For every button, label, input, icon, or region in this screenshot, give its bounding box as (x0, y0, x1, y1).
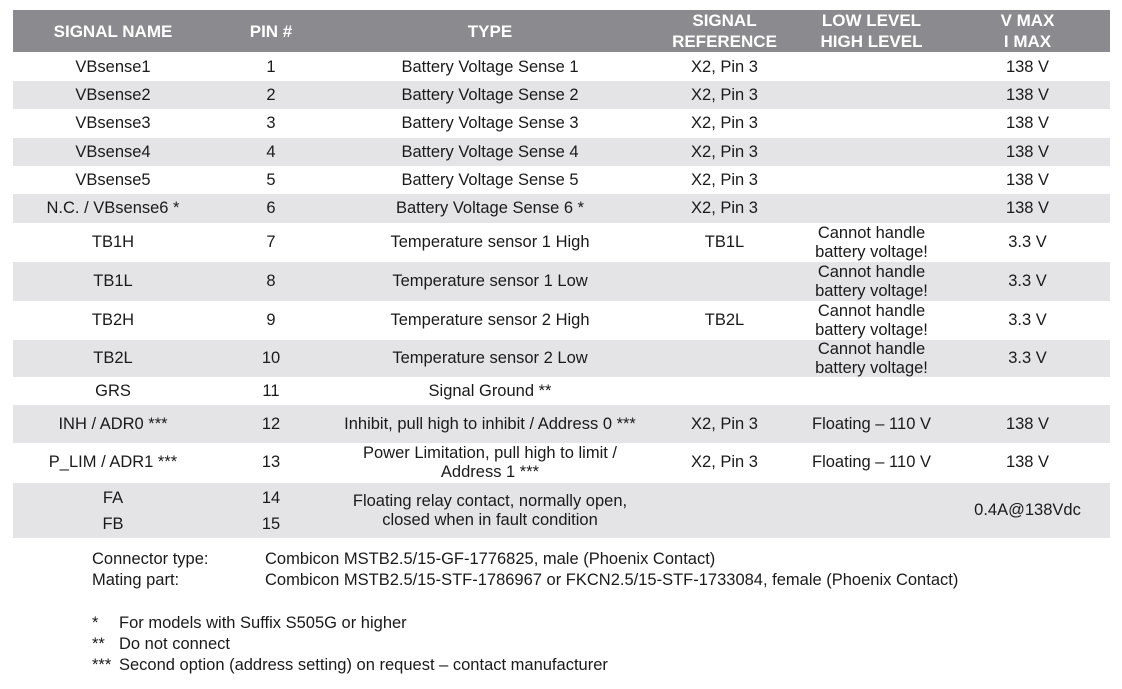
cell-vmax: 138 V (1005, 414, 1050, 433)
table-row (13, 81, 1110, 109)
cell-pin: 4 (266, 142, 276, 161)
cell-pin: 8 (266, 272, 276, 290)
table-row (13, 166, 1110, 194)
cell-pin: 3 (266, 114, 276, 132)
table-row (13, 443, 1110, 482)
table-row (13, 138, 1110, 166)
footnote-1-mark: * (92, 614, 99, 632)
cell-pin: 9 (266, 311, 276, 329)
cell-name: GRS (95, 381, 131, 400)
cell-vmax: 3.3 V (1008, 233, 1047, 251)
cell-type: Battery Voltage Sense 1 (401, 57, 579, 76)
footnote-2-mark: ** (92, 635, 105, 653)
table-row-relay (13, 483, 1110, 538)
cell-name: VBsense4 (75, 142, 151, 161)
cell-ref: X2, Pin 3 (691, 142, 758, 161)
cell-name: FB (102, 515, 124, 533)
cell-ref: TB1L (704, 233, 745, 251)
cell-level: Floating – 110 V (812, 414, 931, 433)
cell-pin: 14 (261, 488, 281, 507)
cell-name: N.C. / VBsense6 * (46, 199, 180, 217)
cell-name: TB1L (93, 272, 133, 290)
table-row (13, 223, 1110, 262)
table-row (13, 262, 1110, 301)
cell-name: TB1H (91, 233, 135, 251)
table-row (13, 53, 1110, 81)
cell-name: P_LIM / ADR1 *** (48, 453, 178, 471)
cell-pin: 6 (266, 199, 276, 217)
cell-name: VBsense2 (75, 85, 151, 104)
cell-pin: 12 (261, 414, 281, 433)
cell-type: Temperature sensor 2 High (390, 311, 590, 329)
footnote-3-mark: *** (92, 656, 112, 674)
cell-level (798, 377, 945, 405)
cell-ref: X2, Pin 3 (691, 414, 758, 433)
connector-type-label: Connector type: (92, 550, 209, 568)
cell-name: INH / ADR0 *** (58, 414, 168, 433)
cell-ref: X2, Pin 3 (691, 170, 758, 189)
mating-part-value: Combicon MSTB2.5/15-STF-1786967 or FKCN2.5/15-STF-1733084, female (Phoenix Contact) (265, 571, 959, 589)
table-row (13, 405, 1110, 443)
cell-type: Floating relay contact, normally open, closed when in fault condition (352, 491, 628, 529)
cell-name: TB2L (93, 349, 133, 367)
cell-level (798, 166, 945, 194)
cell-type: Battery Voltage Sense 3 (401, 114, 579, 132)
cell-type: Battery Voltage Sense 2 (401, 85, 579, 104)
cell-level: Cannot handle battery voltage! (815, 223, 928, 261)
cell-vmax: 3.3 V (1008, 349, 1047, 367)
cell-ref: X2, Pin 3 (691, 57, 758, 76)
cell-name: VBsense1 (75, 57, 151, 76)
cell-level: Cannot handle battery voltage! (815, 339, 928, 377)
header-type: TYPE (467, 21, 513, 41)
cell-imax: 0.4A@138Vdc (974, 501, 1081, 519)
cell-level: Cannot handle battery voltage! (815, 301, 928, 339)
table-row (13, 194, 1110, 223)
cell-ref (651, 377, 798, 405)
header-level: LOW LEVEL HIGH LEVEL (820, 11, 923, 51)
cell-type: Temperature sensor 1 Low (392, 272, 588, 290)
connector-type-value: Combicon MSTB2.5/15-GF-1776825, male (Phoenix Contact) (265, 550, 716, 568)
footnote-3-text: Second option (address setting) on request – contact manufacturer (119, 656, 608, 674)
header-ref: SIGNAL REFERENCE (672, 11, 777, 51)
cell-level (798, 138, 945, 166)
cell-vmax (945, 377, 1110, 405)
cell-pin: 1 (266, 57, 276, 76)
cell-level (798, 194, 945, 223)
cell-vmax: 3.3 V (1008, 272, 1047, 290)
cell-type: Temperature sensor 2 Low (392, 349, 588, 367)
table-row (13, 377, 1110, 405)
cell-pin: 13 (261, 453, 281, 471)
cell-level: Floating – 110 V (812, 453, 931, 471)
header-name: SIGNAL NAME (53, 21, 173, 41)
cell-level (798, 53, 945, 81)
header-vmax: V MAX I MAX (1000, 11, 1055, 51)
cell-vmax: 138 V (1005, 85, 1050, 104)
footnote-1-text: For models with Suffix S505G or higher (119, 614, 407, 632)
cell-vmax: 3.3 V (1008, 311, 1047, 329)
table-header (13, 10, 1110, 52)
cell-pin: 2 (266, 85, 276, 104)
cell-pin: 11 (262, 381, 280, 400)
cell-type: Signal Ground ** (428, 381, 552, 400)
cell-pin: 5 (266, 170, 276, 189)
table-row (13, 301, 1110, 340)
cell-type: Inhibit, pull high to inhibit / Address 0 *** (344, 414, 636, 433)
cell-vmax: 138 V (1005, 453, 1050, 471)
cell-level: Cannot handle battery voltage! (815, 262, 928, 300)
cell-ref: X2, Pin 3 (691, 453, 758, 471)
cell-vmax: 138 V (1005, 57, 1050, 76)
cell-type: Battery Voltage Sense 5 (401, 170, 579, 189)
cell-ref (651, 340, 798, 377)
cell-type: Battery Voltage Sense 6 * (395, 199, 585, 217)
cell-vmax: 138 V (1005, 170, 1050, 189)
header-pin: PIN # (249, 21, 293, 41)
cell-vmax: 138 V (1005, 114, 1050, 132)
cell-name: TB2H (91, 311, 135, 329)
cell-ref: X2, Pin 3 (691, 85, 758, 104)
cell-ref (651, 262, 798, 301)
cell-name: FA (102, 488, 124, 507)
cell-pin: 7 (266, 233, 276, 251)
cell-type: Temperature sensor 1 High (390, 233, 590, 251)
cell-name: VBsense5 (75, 170, 151, 189)
table-row (13, 109, 1110, 138)
cell-pin: 15 (261, 515, 281, 533)
cell-level (798, 81, 945, 109)
cell-level (798, 109, 945, 138)
footnote-2-text: Do not connect (119, 635, 230, 653)
cell-type: Battery Voltage Sense 4 (401, 142, 579, 161)
cell-name: VBsense3 (75, 114, 151, 132)
cell-ref: X2, Pin 3 (691, 199, 758, 217)
cell-vmax: 138 V (1005, 142, 1050, 161)
cell-vmax: 138 V (1005, 199, 1050, 217)
cell-ref: TB2L (704, 311, 745, 329)
cell-type: Power Limitation, pull high to limit / Address 1 *** (362, 443, 618, 481)
mating-part-label: Mating part: (92, 571, 180, 589)
cell-ref: X2, Pin 3 (691, 114, 758, 132)
cell-pin: 10 (261, 349, 281, 367)
table-row (13, 340, 1110, 377)
